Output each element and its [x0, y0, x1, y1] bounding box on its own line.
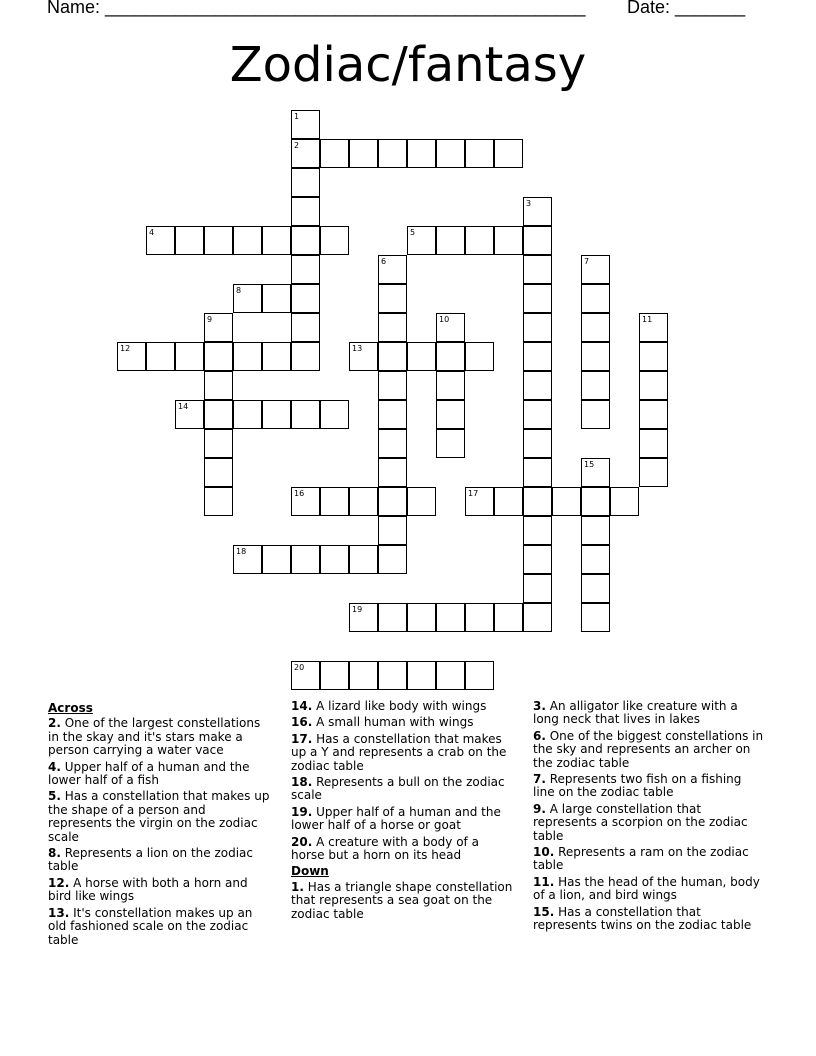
- clue-text: Represents a ram on the zodiac table: [533, 845, 749, 873]
- grid-cell[interactable]: [291, 197, 320, 226]
- clue-item: [533, 876, 765, 903]
- grid-cell[interactable]: [378, 661, 407, 690]
- clue-item: [48, 717, 270, 757]
- clue-text: Has the head of the human, body of a lion, and bird wings: [533, 874, 760, 903]
- grid-cell[interactable]: [581, 458, 610, 487]
- grid-cell[interactable]: [262, 284, 291, 313]
- grid-cell[interactable]: [465, 226, 494, 255]
- clue-number: 8.: [48, 846, 61, 861]
- grid-cell[interactable]: [291, 139, 320, 168]
- grid-cell[interactable]: [204, 400, 233, 429]
- clue-item: [48, 847, 270, 874]
- grid-cell[interactable]: [407, 487, 436, 516]
- grid-cell[interactable]: [320, 226, 349, 255]
- grid-cell[interactable]: [204, 487, 233, 516]
- grid-cell[interactable]: [349, 139, 378, 168]
- grid-cell[interactable]: [407, 661, 436, 690]
- cell-number: 12: [120, 344, 131, 353]
- clue-text: Has a triangle shape constellation that represents a sea goat on the zodiac table: [291, 879, 513, 921]
- grid-cell[interactable]: [436, 139, 465, 168]
- grid-cell[interactable]: [349, 342, 378, 371]
- grid-cell[interactable]: [320, 661, 349, 690]
- grid-cell[interactable]: [291, 545, 320, 574]
- clue-number: 2.: [48, 716, 61, 731]
- clue-item: [533, 700, 765, 727]
- clue-number: 6.: [533, 728, 546, 743]
- clue-item: [48, 877, 270, 904]
- grid-cell[interactable]: [494, 603, 523, 632]
- cell-number: 3: [526, 199, 532, 208]
- grid-cell[interactable]: [436, 603, 465, 632]
- clue-text: Has a constellation that represents twins on the zodiac table: [533, 904, 752, 933]
- grid-cell[interactable]: [233, 400, 262, 429]
- grid-cell[interactable]: [494, 139, 523, 168]
- grid-cell[interactable]: [349, 545, 378, 574]
- clue-number: 13.: [48, 905, 70, 920]
- grid-cell[interactable]: [320, 400, 349, 429]
- grid-cell[interactable]: [523, 371, 552, 400]
- grid-cell[interactable]: [204, 226, 233, 255]
- cell-number: 2: [294, 141, 300, 150]
- grid-cell[interactable]: [436, 226, 465, 255]
- grid-cell[interactable]: [378, 255, 407, 284]
- grid-cell[interactable]: [581, 400, 610, 429]
- grid-cell[interactable]: [465, 487, 494, 516]
- clue-number: 16.: [291, 715, 313, 730]
- grid-cell[interactable]: [291, 400, 320, 429]
- grid-cell[interactable]: [378, 429, 407, 458]
- clue-item: [533, 773, 765, 800]
- cell-number: 18: [236, 547, 247, 556]
- cell-number: 15: [584, 460, 595, 469]
- grid-cell[interactable]: [175, 400, 204, 429]
- grid-cell[interactable]: [175, 226, 204, 255]
- clue-number: 5.: [48, 789, 61, 804]
- grid-cell[interactable]: [378, 545, 407, 574]
- grid-cell[interactable]: [378, 284, 407, 313]
- clue-number: 11.: [533, 874, 555, 889]
- clue-number: 7.: [533, 772, 546, 787]
- grid-cell[interactable]: [262, 400, 291, 429]
- grid-cell[interactable]: [291, 342, 320, 371]
- grid-cell[interactable]: [378, 458, 407, 487]
- grid-cell[interactable]: [291, 110, 320, 139]
- clue-text: It's constellation makes up an old fashioned scale on the zodiac table: [48, 905, 253, 947]
- grid-cell[interactable]: [378, 139, 407, 168]
- grid-cell[interactable]: [523, 574, 552, 603]
- clue-item: [48, 761, 270, 788]
- grid-cell[interactable]: [378, 516, 407, 545]
- grid-cell[interactable]: [262, 226, 291, 255]
- grid-cell[interactable]: [523, 226, 552, 255]
- grid-cell[interactable]: [378, 487, 407, 516]
- grid-cell[interactable]: [436, 342, 465, 371]
- cell-number: 20: [294, 663, 305, 672]
- cell-number: 7: [584, 257, 590, 266]
- cell-number: 5: [410, 228, 416, 237]
- clue-text: Represents a bull on the zodiac scale: [291, 775, 505, 803]
- grid-cell[interactable]: [465, 139, 494, 168]
- clue-text: A large constellation that represents a scorpion on the zodiac table: [533, 801, 748, 843]
- grid-cell[interactable]: [494, 226, 523, 255]
- clue-item: [533, 803, 765, 843]
- clue-column-1: [48, 700, 270, 950]
- grid-cell[interactable]: [233, 545, 262, 574]
- grid-cell[interactable]: [175, 342, 204, 371]
- clue-item: [291, 806, 515, 833]
- cell-number: 9: [207, 315, 213, 324]
- grid-cell[interactable]: [291, 226, 320, 255]
- grid-cell[interactable]: [349, 603, 378, 632]
- grid-cell[interactable]: [465, 342, 494, 371]
- cell-number: 17: [468, 489, 479, 498]
- grid-cell[interactable]: [291, 255, 320, 284]
- clue-item: [533, 846, 765, 873]
- grid-cell[interactable]: [552, 487, 581, 516]
- across-heading: Across: [48, 701, 93, 715]
- grid-cell[interactable]: [523, 197, 552, 226]
- clue-item: [291, 716, 515, 729]
- clue-number: 17.: [291, 731, 313, 746]
- clue-text: An alligator like creature with a long neck that lives in lakes: [533, 699, 738, 727]
- clue-item: [48, 907, 270, 947]
- grid-cell[interactable]: [204, 371, 233, 400]
- grid-cell[interactable]: [639, 429, 668, 458]
- grid-cell[interactable]: [581, 516, 610, 545]
- clue-text: Represents a lion on the zodiac table: [48, 846, 254, 874]
- grid-cell[interactable]: [581, 313, 610, 342]
- grid-cell[interactable]: [639, 400, 668, 429]
- grid-cell[interactable]: [436, 313, 465, 342]
- grid-cell[interactable]: [523, 545, 552, 574]
- grid-cell[interactable]: [349, 661, 378, 690]
- grid-cell[interactable]: [204, 313, 233, 342]
- grid-cell[interactable]: [233, 284, 262, 313]
- grid-cell[interactable]: [610, 487, 639, 516]
- cell-number: 14: [178, 402, 189, 411]
- clue-text: A small human with wings: [312, 715, 474, 730]
- grid-cell[interactable]: [436, 371, 465, 400]
- clue-item: [291, 836, 515, 863]
- clue-column-3: [533, 700, 765, 936]
- grid-cell[interactable]: [523, 429, 552, 458]
- clue-number: 1.: [291, 879, 304, 894]
- cell-number: 6: [381, 257, 387, 266]
- grid-cell[interactable]: [523, 400, 552, 429]
- grid-cell[interactable]: [117, 342, 146, 371]
- grid-cell[interactable]: [523, 458, 552, 487]
- clue-item: [533, 906, 765, 933]
- cell-number: 8: [236, 286, 242, 295]
- grid-cell[interactable]: [407, 226, 436, 255]
- grid-cell[interactable]: [291, 284, 320, 313]
- clue-number: 12.: [48, 875, 70, 890]
- grid-cell[interactable]: [320, 139, 349, 168]
- grid-cell[interactable]: [639, 313, 668, 342]
- clue-item: [291, 700, 515, 713]
- grid-cell[interactable]: [233, 342, 262, 371]
- grid-cell[interactable]: [291, 487, 320, 516]
- cell-number: 10: [439, 315, 450, 324]
- grid-cell[interactable]: [436, 429, 465, 458]
- grid-cell[interactable]: [639, 458, 668, 487]
- grid-cell[interactable]: [262, 545, 291, 574]
- grid-cell[interactable]: [378, 400, 407, 429]
- grid-cell[interactable]: [581, 487, 610, 516]
- grid-cell[interactable]: [581, 574, 610, 603]
- grid-cell[interactable]: [204, 458, 233, 487]
- clue-text: Represents two fish on a fishing line on the zodiac table: [533, 772, 742, 800]
- clue-text: Has a constellation that makes up the shape of a person and represents the virgin on the zodiac scale: [48, 789, 270, 844]
- grid-cell[interactable]: [523, 284, 552, 313]
- name-line[interactable]: Name: ________________________________________________: [47, 0, 586, 17]
- clue-number: 10.: [533, 845, 555, 860]
- clue-item: [291, 881, 515, 921]
- grid-cell[interactable]: [291, 168, 320, 197]
- clue-number: 15.: [533, 904, 555, 919]
- clue-item: [533, 730, 765, 770]
- grid-cell[interactable]: [407, 139, 436, 168]
- grid-cell[interactable]: [465, 603, 494, 632]
- clue-text: One of the largest constellations in the skay and it's stars make a person carrying a water vace: [48, 716, 261, 758]
- grid-cell[interactable]: [523, 313, 552, 342]
- grid-cell[interactable]: [581, 603, 610, 632]
- clue-number: 18.: [291, 775, 313, 790]
- grid-cell[interactable]: [378, 342, 407, 371]
- clue-text: Upper half of a human and the lower half of a fish: [48, 759, 250, 788]
- grid-cell[interactable]: [291, 661, 320, 690]
- grid-cell[interactable]: [523, 603, 552, 632]
- clue-number: 14.: [291, 699, 313, 713]
- clue-number: 4.: [48, 759, 61, 774]
- clue-item: [48, 790, 270, 844]
- grid-cell[interactable]: [639, 371, 668, 400]
- cell-number: 1: [294, 112, 300, 121]
- grid-cell[interactable]: [494, 487, 523, 516]
- grid-cell[interactable]: [204, 342, 233, 371]
- grid-cell[interactable]: [465, 661, 494, 690]
- grid-cell[interactable]: [639, 342, 668, 371]
- grid-cell[interactable]: [320, 545, 349, 574]
- grid-cell[interactable]: [581, 255, 610, 284]
- grid-cell[interactable]: [523, 487, 552, 516]
- grid-cell[interactable]: [262, 342, 291, 371]
- clue-text: A creature with a body of a horse but a horn on its head: [291, 834, 479, 863]
- cell-number: 16: [294, 489, 305, 498]
- grid-cell[interactable]: [204, 429, 233, 458]
- grid-cell[interactable]: [436, 400, 465, 429]
- puzzle-title: Zodiac/fantasy: [229, 37, 587, 93]
- date-line[interactable]: Date: _______: [627, 0, 746, 17]
- down-heading: Down: [291, 864, 329, 879]
- grid-cell[interactable]: [407, 342, 436, 371]
- grid-cell[interactable]: [523, 516, 552, 545]
- grid-cell[interactable]: [581, 342, 610, 371]
- grid-cell[interactable]: [581, 545, 610, 574]
- clue-item: [291, 776, 515, 803]
- grid-cell[interactable]: [581, 371, 610, 400]
- clue-text: A lizard like body with wings: [312, 699, 487, 713]
- clue-number: 9.: [533, 801, 546, 816]
- clue-text: One of the biggest constellations in the sky and represents an archer on the zodiac table: [533, 728, 764, 770]
- grid-cell[interactable]: [378, 313, 407, 342]
- clue-text: Has a constellation that makes up a Y and represents a crab on the zodiac table: [291, 731, 507, 773]
- grid-cell[interactable]: [378, 371, 407, 400]
- grid-cell[interactable]: [523, 342, 552, 371]
- grid-cell[interactable]: [146, 226, 175, 255]
- clue-text: Upper half of a human and the lower half of a horse or goat: [291, 804, 501, 833]
- clue-number: 19.: [291, 804, 313, 819]
- clue-text: A horse with both a horn and bird like wings: [48, 875, 248, 904]
- grid-cell[interactable]: [523, 255, 552, 284]
- cell-number: 13: [352, 344, 363, 353]
- grid-cell[interactable]: [407, 603, 436, 632]
- clue-item: [291, 733, 515, 773]
- grid-cell[interactable]: [378, 603, 407, 632]
- cell-number: 11: [642, 315, 653, 324]
- grid-cell[interactable]: [291, 313, 320, 342]
- grid-cell[interactable]: [320, 487, 349, 516]
- clue-number: 3.: [533, 699, 546, 713]
- grid-cell[interactable]: [146, 342, 175, 371]
- grid-cell[interactable]: [436, 661, 465, 690]
- clue-column-2: [291, 700, 515, 924]
- cell-number: 4: [149, 228, 155, 237]
- cell-number: 19: [352, 605, 363, 614]
- grid-cell[interactable]: [349, 487, 378, 516]
- grid-cell[interactable]: [581, 284, 610, 313]
- grid-cell[interactable]: [233, 226, 262, 255]
- clue-number: 20.: [291, 834, 313, 849]
